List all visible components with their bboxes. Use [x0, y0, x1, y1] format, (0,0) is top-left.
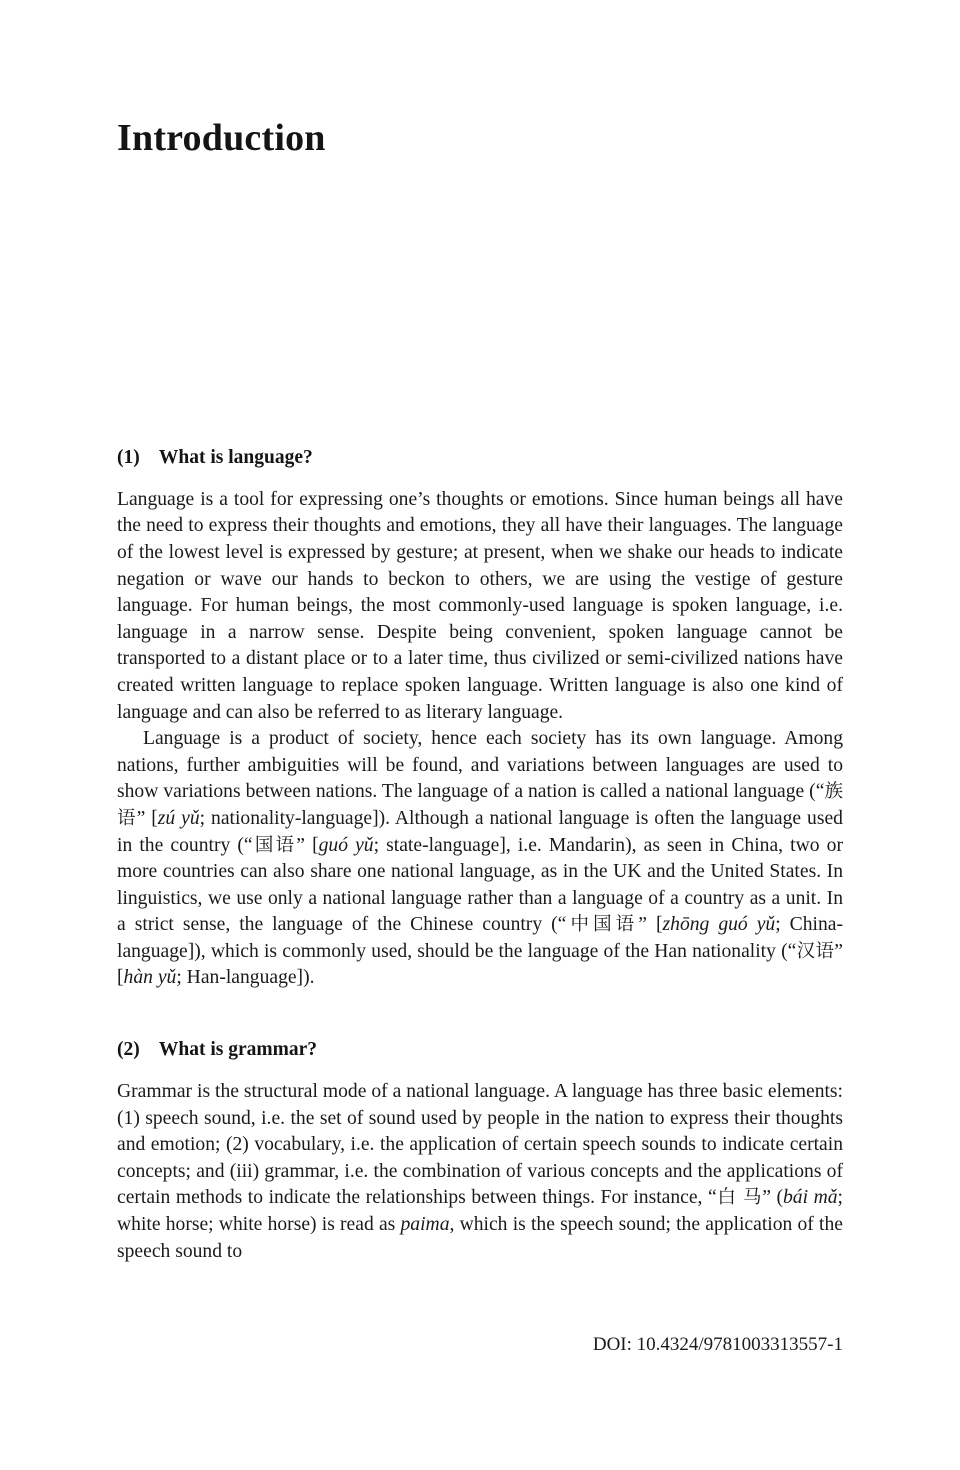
- chinese-term: 族语: [117, 781, 843, 829]
- chinese-term: 汉语: [796, 940, 835, 962]
- paragraph-1: Language is a tool for expressing one’s thoughts or emotions. Since human beings all have the need to express their thoughts and emotions, they all have their languages. The language of the lowest level is expressed by gesture; at present, when we shake our heads to indicate negation or wave our hands to beckon to others, we are using the vestige of gesture language. For human beings, the most commonly-used language is spoken language, i.e. language in a narrow sense. Despite being convenient, spoken language cannot be transported to a distant place or to a later time, thus civilized or semi-civilized nations have created written language to replace spoken language. Written language is also one kind of language and can also be referred to as literary language.: [117, 488, 843, 723]
- chinese-term: 中国语: [566, 914, 639, 936]
- section-heading-1: (1) What is language?: [117, 446, 313, 468]
- chinese-term: 白 马: [716, 1187, 763, 1209]
- page-content: [117, 0, 843, 1265]
- pinyin-italic: bái mǎ: [783, 1187, 838, 1209]
- doi-footer: DOI: 10.4324/9781003313557-1: [592, 1334, 843, 1355]
- chinese-term: 国语: [252, 834, 297, 856]
- pinyin-italic: guó yǔ: [318, 834, 374, 856]
- section-heading-2: (2) What is grammar?: [117, 1039, 318, 1061]
- paragraph-3: Grammar is the structural mode of a national language. A language has three basic elements: (1) speech sound, i.e. the set of sound used by people in the nation to express their thoughts and emotion; (2) vocabulary, i.e. the application of certain speech sounds to indicate certain concepts; and (iii) grammar, i.e. the combination of various concepts and the applications of certain methods to indicate the relationships between things. For instance, “白 马” (bái mǎ; white horse; white horse) is read as paima, which is the speech sound; the application of the speech sound to: [117, 1081, 843, 1262]
- paragraph-2: Language is a product of society, hence each society has its own language. Among nations, further ambiguities will be found, and variations between languages are used to show variations between nations. The language of a nation is called a national language (“族语” [zú yǔ; nationality-language]). Although a national language is often the language used in the country (“国语” [guó yǔ; state-language], i.e. Mandarin), as seen in China, two or more countries can also share one national language, as in the UK and the United States. In linguistics, we use only a national language rather than a language of a country as a unit. In a strict sense, the language of the Chinese country (“中国语” [zhōng guó yǔ; China-language]), which is commonly used, should be the language of the Han nationality (“汉语” [hàn yǔ; Han-language]).: [117, 728, 843, 989]
- page-title: Introduction: [117, 117, 326, 159]
- pinyin-italic: hàn yǔ: [123, 967, 177, 989]
- pinyin-italic: zú yǔ: [157, 807, 200, 829]
- pinyin-italic: paima: [400, 1214, 450, 1236]
- pinyin-italic: zhōng guó yǔ: [662, 914, 776, 936]
